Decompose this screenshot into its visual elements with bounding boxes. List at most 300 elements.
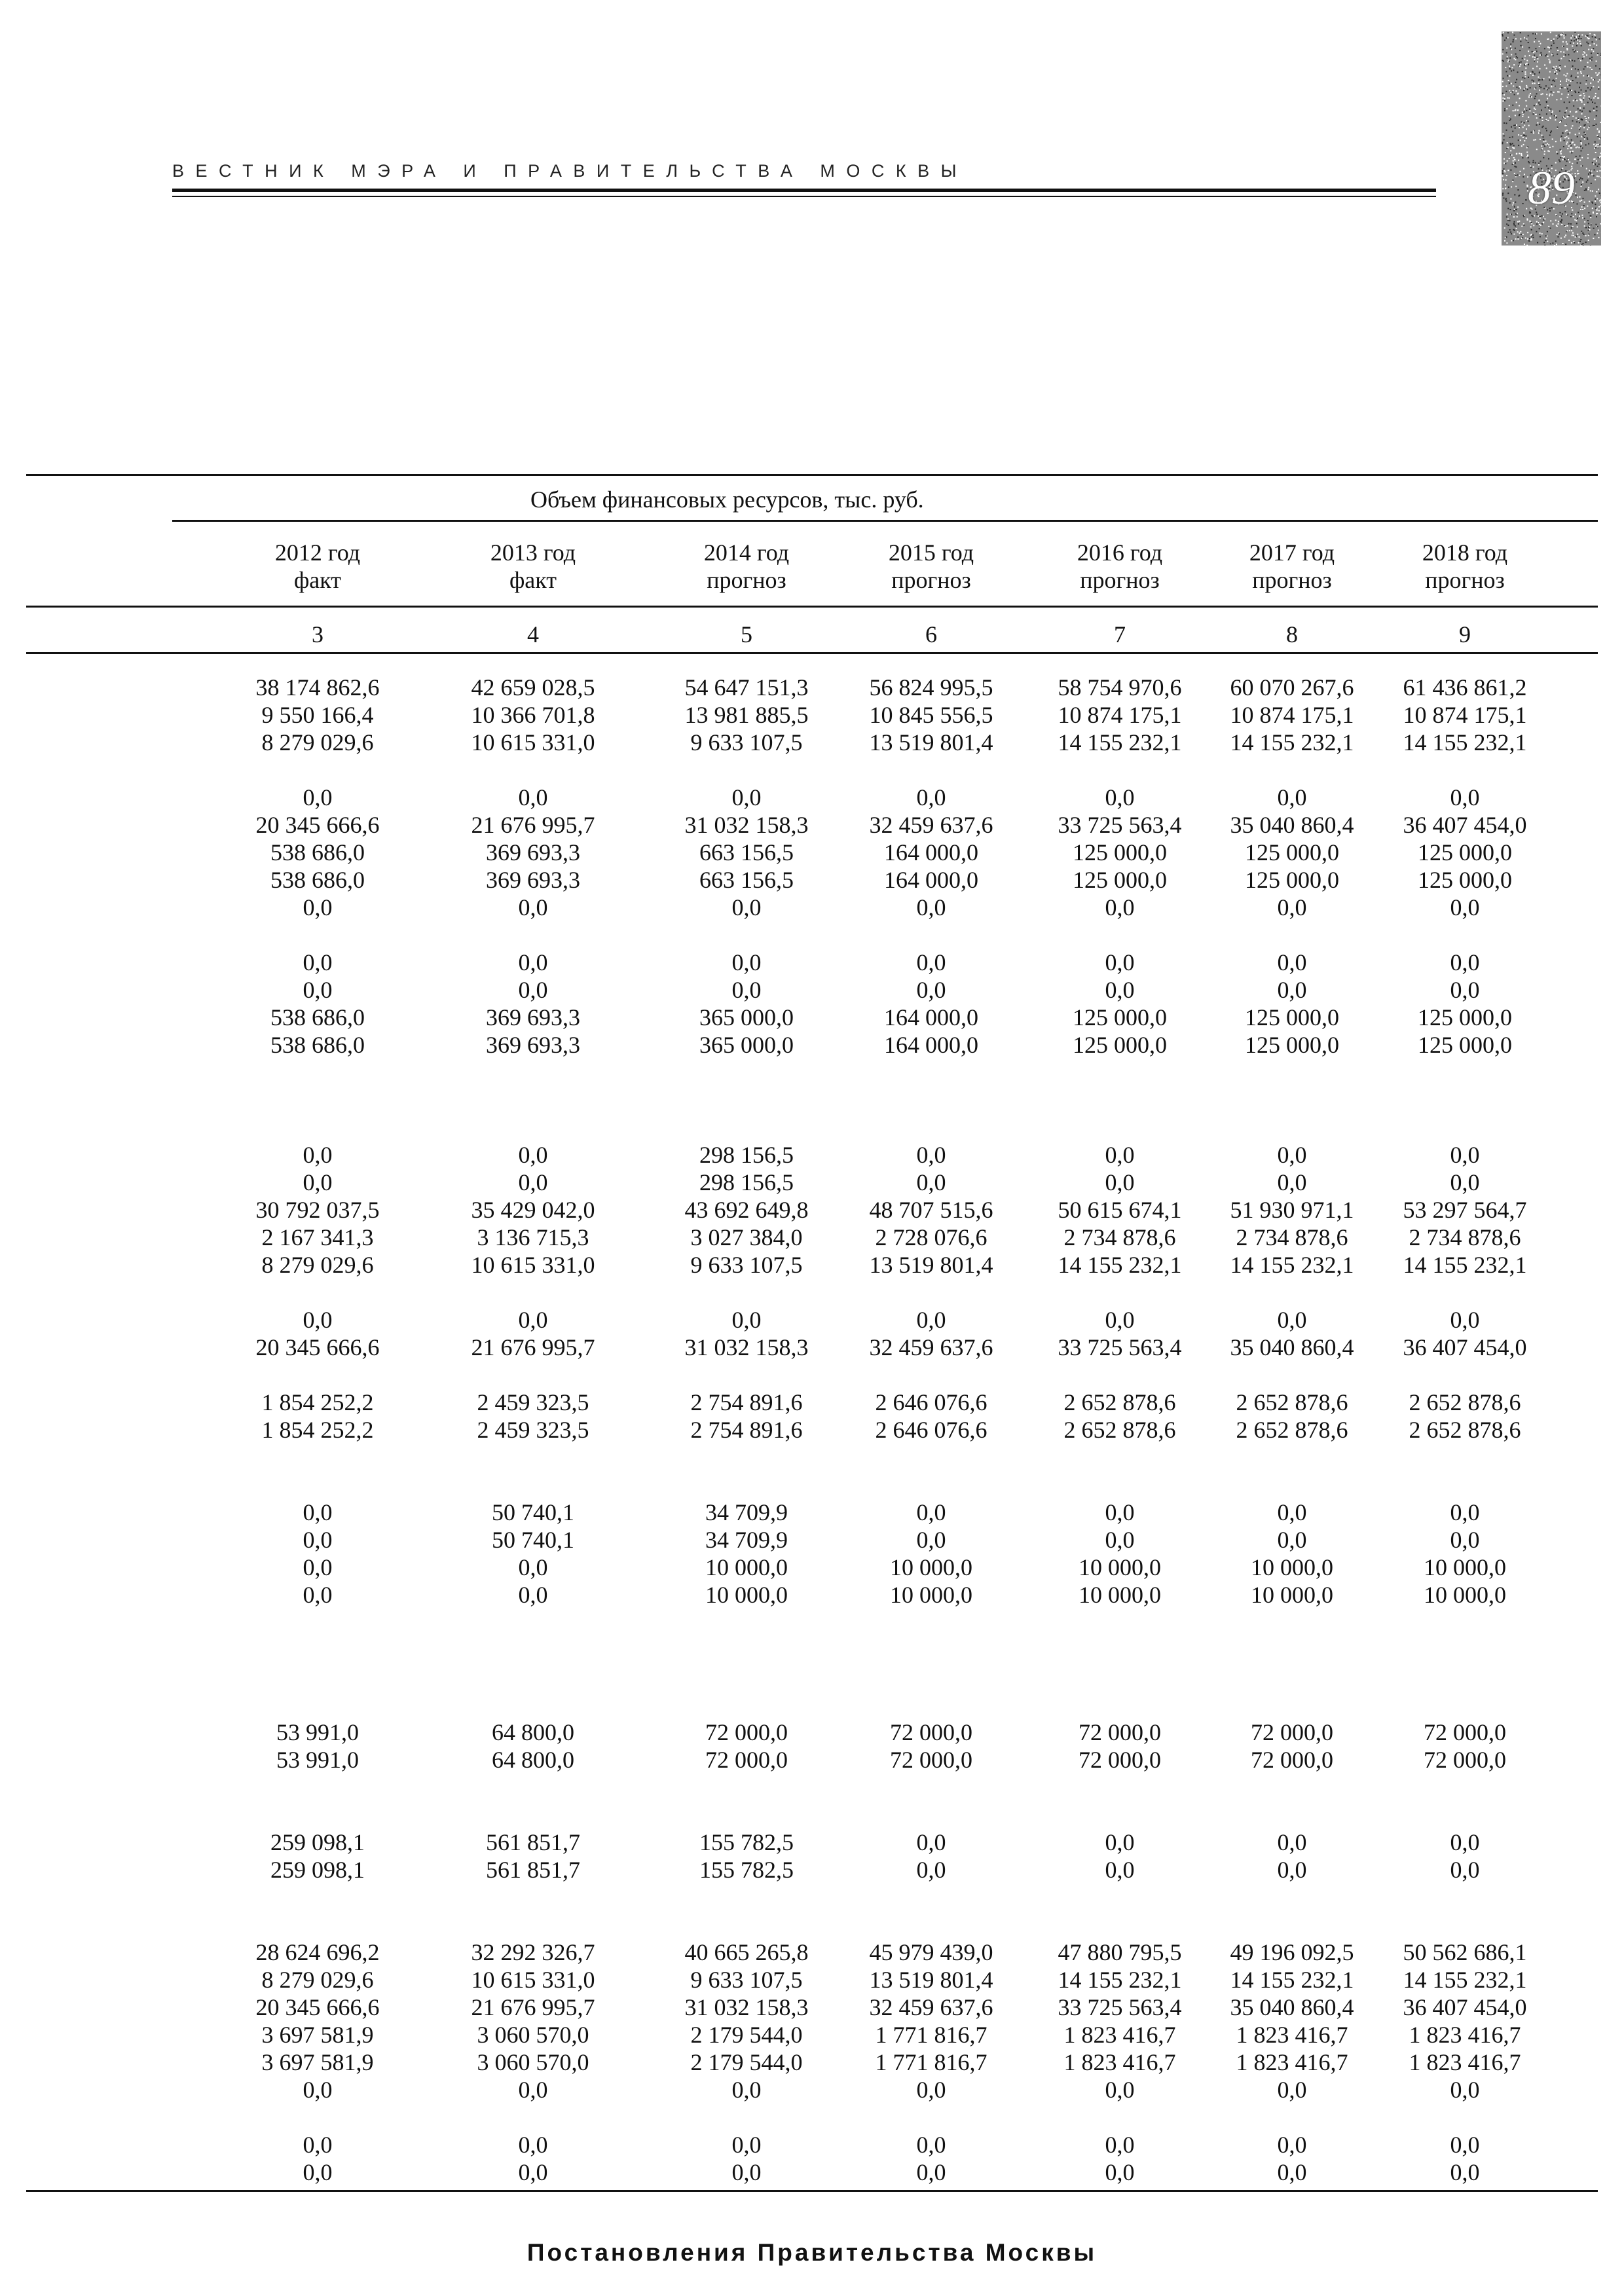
row-gap bbox=[648, 1361, 845, 1389]
table-cell: 1 771 816,7 bbox=[875, 2022, 987, 2048]
row-gap bbox=[1022, 1114, 1218, 1141]
table-cell: 72 000,0 bbox=[1251, 1747, 1333, 1773]
row-gap bbox=[219, 921, 416, 949]
table-cell: 125 000,0 bbox=[1418, 1032, 1512, 1058]
table-cell: 50 740,1 bbox=[492, 1527, 574, 1553]
table-cell: 0,0 bbox=[518, 2077, 548, 2103]
table-cell: 0,0 bbox=[1105, 1169, 1135, 1195]
row-gap bbox=[1367, 1691, 1563, 1719]
row-gap bbox=[1022, 921, 1218, 949]
table-cell: 0,0 bbox=[518, 1142, 548, 1168]
table-cell: 10 000,0 bbox=[1251, 1554, 1333, 1580]
row-gap bbox=[1367, 1086, 1563, 1114]
table-cell: 1 823 416,7 bbox=[1236, 2049, 1348, 2075]
table-cell: 0,0 bbox=[731, 977, 762, 1003]
table-cell: 369 693,3 bbox=[486, 839, 580, 866]
table-cell: 2 728 076,6 bbox=[875, 1224, 987, 1250]
row-gap bbox=[833, 1279, 1029, 1306]
table-cell: 45 979 439,0 bbox=[869, 1939, 993, 1965]
table-cell: 0,0 bbox=[916, 1169, 946, 1195]
header-rule-thin bbox=[172, 196, 1436, 197]
table-cell: 0,0 bbox=[518, 784, 548, 811]
data-column-2012 bbox=[219, 674, 416, 2186]
table-cell: 0,0 bbox=[1277, 2077, 1307, 2103]
table-cell: 0,0 bbox=[303, 977, 333, 1003]
row-gap bbox=[1194, 1801, 1390, 1829]
table-cell: 125 000,0 bbox=[1073, 1004, 1167, 1030]
row-gap bbox=[1367, 756, 1563, 784]
row-gap bbox=[648, 1114, 845, 1141]
row-gap bbox=[435, 1471, 631, 1499]
table-cell: 50 562 686,1 bbox=[1403, 1939, 1527, 1965]
table-cell: 0,0 bbox=[303, 1554, 333, 1580]
table-cell: 72 000,0 bbox=[1424, 1719, 1506, 1745]
row-gap bbox=[648, 1774, 845, 1801]
data-column-2017 bbox=[1194, 674, 1390, 2186]
table-cell: 0,0 bbox=[916, 2159, 946, 2185]
row-gap bbox=[219, 1279, 416, 1306]
table-cell: 125 000,0 bbox=[1418, 839, 1512, 866]
table-cell: 0,0 bbox=[731, 2159, 762, 2185]
table-cell: 2 652 878,6 bbox=[1063, 1417, 1176, 1443]
table-cell: 2 179 544,0 bbox=[690, 2022, 803, 2048]
table-cell: 53 297 564,7 bbox=[1403, 1197, 1527, 1223]
table-cell: 365 000,0 bbox=[699, 1004, 794, 1030]
row-gap bbox=[1022, 1801, 1218, 1829]
table-cell: 0,0 bbox=[1105, 1499, 1135, 1525]
table-cell: 10 000,0 bbox=[1424, 1554, 1506, 1580]
row-gap bbox=[219, 756, 416, 784]
table-cell: 0,0 bbox=[1450, 1499, 1480, 1525]
row-gap bbox=[1367, 1361, 1563, 1389]
row-gap bbox=[1367, 1774, 1563, 1801]
data-column-2018 bbox=[1367, 674, 1563, 2186]
table-cell: 36 407 454,0 bbox=[1403, 1994, 1527, 2020]
table-cell: 0,0 bbox=[1450, 977, 1480, 1003]
column-header-2013: 2013 год факт bbox=[490, 539, 576, 593]
table-cell: 14 155 232,1 bbox=[1230, 729, 1354, 756]
row-gap bbox=[833, 1059, 1029, 1086]
row-gap bbox=[435, 1114, 631, 1141]
column-header-2014: 2014 год прогноз bbox=[703, 539, 790, 593]
row-gap bbox=[435, 1636, 631, 1664]
table-cell: 0,0 bbox=[731, 949, 762, 975]
table-cell: 2 734 878,6 bbox=[1409, 1224, 1521, 1250]
table-cell: 0,0 bbox=[303, 1142, 333, 1168]
table-cell: 1 771 816,7 bbox=[875, 2049, 987, 2075]
table-cell: 72 000,0 bbox=[890, 1747, 972, 1773]
row-gap bbox=[435, 1664, 631, 1691]
table-cell: 0,0 bbox=[916, 784, 946, 811]
row-gap bbox=[1367, 1444, 1563, 1471]
table-cell: 0,0 bbox=[518, 2159, 548, 2185]
table-cell: 3 027 384,0 bbox=[690, 1224, 803, 1250]
journal-title: ВЕСТНИК МЭРА И ПРАВИТЕЛЬСТВА МОСКВЫ bbox=[172, 161, 968, 181]
table-cell: 47 880 795,5 bbox=[1058, 1939, 1182, 1965]
table-cell: 2 652 878,6 bbox=[1063, 1389, 1176, 1415]
table-cell: 164 000,0 bbox=[884, 1004, 978, 1030]
table-cell: 0,0 bbox=[518, 894, 548, 920]
table-cell: 21 676 995,7 bbox=[471, 1994, 595, 2020]
row-gap bbox=[1367, 1801, 1563, 1829]
table-cell: 125 000,0 bbox=[1418, 867, 1512, 893]
row-gap bbox=[648, 2104, 845, 2131]
row-gap bbox=[1194, 2104, 1390, 2131]
table-cell: 56 824 995,5 bbox=[869, 674, 993, 701]
table-cell: 40 665 265,8 bbox=[684, 1939, 809, 1965]
table-cell: 10 000,0 bbox=[1079, 1554, 1161, 1580]
table-cell: 0,0 bbox=[303, 2132, 333, 2158]
row-gap bbox=[435, 1444, 631, 1471]
table-cell: 9 633 107,5 bbox=[690, 729, 803, 756]
row-gap bbox=[1194, 1279, 1390, 1306]
table-cell: 1 823 416,7 bbox=[1236, 2022, 1348, 2048]
table-cell: 72 000,0 bbox=[1079, 1719, 1161, 1745]
table-cell: 0,0 bbox=[1450, 949, 1480, 975]
row-gap bbox=[219, 1471, 416, 1499]
row-gap bbox=[648, 1884, 845, 1911]
table-cell: 561 851,7 bbox=[486, 1829, 580, 1855]
table-cell: 0,0 bbox=[1277, 949, 1307, 975]
row-gap bbox=[219, 1911, 416, 1939]
row-gap bbox=[1367, 1911, 1563, 1939]
table-cell: 0,0 bbox=[303, 949, 333, 975]
table-cell: 2 652 878,6 bbox=[1236, 1417, 1348, 1443]
table-cell: 34 709,9 bbox=[705, 1499, 788, 1525]
row-gap bbox=[648, 1911, 845, 1939]
table-cell: 538 686,0 bbox=[270, 839, 365, 866]
table-cell: 72 000,0 bbox=[1079, 1747, 1161, 1773]
table-cell: 54 647 151,3 bbox=[684, 674, 809, 701]
data-column-2016 bbox=[1022, 674, 1218, 2186]
table-cell: 2 754 891,6 bbox=[690, 1389, 803, 1415]
table-cell: 0,0 bbox=[1105, 894, 1135, 920]
row-gap bbox=[219, 1884, 416, 1911]
table-cell: 61 436 861,2 bbox=[1403, 674, 1527, 701]
table-cell: 14 155 232,1 bbox=[1403, 1252, 1527, 1278]
row-gap bbox=[833, 1609, 1029, 1636]
row-gap bbox=[1022, 1471, 1218, 1499]
table-cell: 259 098,1 bbox=[270, 1829, 365, 1855]
table-cell: 3 697 581,9 bbox=[261, 2022, 374, 2048]
row-gap bbox=[435, 1361, 631, 1389]
table-cell: 2 734 878,6 bbox=[1236, 1224, 1348, 1250]
table-cell: 0,0 bbox=[1450, 1169, 1480, 1195]
column-header-2012: 2012 год факт bbox=[274, 539, 361, 593]
row-gap bbox=[1022, 2104, 1218, 2131]
table-cell: 2 167 341,3 bbox=[261, 1224, 374, 1250]
row-gap bbox=[833, 1086, 1029, 1114]
column-header-2018: 2018 год прогноз bbox=[1422, 539, 1508, 593]
table-cell: 13 519 801,4 bbox=[869, 729, 993, 756]
table-cell: 0,0 bbox=[1450, 1527, 1480, 1553]
table-cell: 3 060 570,0 bbox=[477, 2049, 589, 2075]
row-gap bbox=[1194, 1444, 1390, 1471]
table-cell: 369 693,3 bbox=[486, 1004, 580, 1030]
row-gap bbox=[1194, 1636, 1390, 1664]
table-cell: 35 040 860,4 bbox=[1230, 1334, 1354, 1360]
row-gap bbox=[435, 1609, 631, 1636]
table-cell: 31 032 158,3 bbox=[684, 1334, 809, 1360]
table-cell: 42 659 028,5 bbox=[471, 674, 595, 701]
column-header-2017: 2017 год прогноз bbox=[1249, 539, 1335, 593]
table-cell: 48 707 515,6 bbox=[869, 1197, 993, 1223]
table-cell: 50 615 674,1 bbox=[1058, 1197, 1182, 1223]
table-cell: 36 407 454,0 bbox=[1403, 1334, 1527, 1360]
table-cell: 30 792 037,5 bbox=[255, 1197, 380, 1223]
table-cell: 20 345 666,6 bbox=[255, 812, 380, 838]
table-cell: 10 615 331,0 bbox=[471, 1252, 595, 1278]
table-cell: 53 991,0 bbox=[276, 1747, 359, 1773]
table-cell: 10 000,0 bbox=[890, 1554, 972, 1580]
table-cell: 3 060 570,0 bbox=[477, 2022, 589, 2048]
table-cell: 0,0 bbox=[1277, 784, 1307, 811]
row-gap bbox=[1367, 1471, 1563, 1499]
table-cell: 125 000,0 bbox=[1418, 1004, 1512, 1030]
table-cell: 2 646 076,6 bbox=[875, 1417, 987, 1443]
table-cell: 0,0 bbox=[1450, 894, 1480, 920]
table-cell: 35 429 042,0 bbox=[471, 1197, 595, 1223]
row-gap bbox=[219, 1636, 416, 1664]
table-cell: 0,0 bbox=[731, 1307, 762, 1333]
table-cell: 0,0 bbox=[731, 784, 762, 811]
table-cell: 2 652 878,6 bbox=[1409, 1417, 1521, 1443]
table-cell: 2 646 076,6 bbox=[875, 1389, 987, 1415]
table-cell: 125 000,0 bbox=[1245, 839, 1339, 866]
table-cell: 13 519 801,4 bbox=[869, 1252, 993, 1278]
column-number-rule bbox=[26, 652, 1598, 654]
table-cell: 10 874 175,1 bbox=[1230, 702, 1354, 728]
row-gap bbox=[435, 1691, 631, 1719]
table-cell: 0,0 bbox=[518, 2132, 548, 2158]
row-gap bbox=[1194, 1911, 1390, 1939]
table-cell: 125 000,0 bbox=[1073, 1032, 1167, 1058]
row-gap bbox=[1194, 756, 1390, 784]
table-cell: 0,0 bbox=[916, 2132, 946, 2158]
table-cell: 0,0 bbox=[303, 1527, 333, 1553]
row-gap bbox=[1022, 1636, 1218, 1664]
table-cell: 0,0 bbox=[1450, 2077, 1480, 2103]
table-cell: 10 366 701,8 bbox=[471, 702, 595, 728]
table-cell: 0,0 bbox=[1105, 1829, 1135, 1855]
row-gap bbox=[219, 2104, 416, 2131]
row-gap bbox=[833, 1884, 1029, 1911]
row-gap bbox=[648, 1664, 845, 1691]
table-cell: 298 156,5 bbox=[699, 1142, 794, 1168]
table-cell: 0,0 bbox=[1105, 977, 1135, 1003]
row-gap bbox=[833, 1636, 1029, 1664]
table-cell: 51 930 971,1 bbox=[1230, 1197, 1354, 1223]
row-gap bbox=[219, 1774, 416, 1801]
table-cell: 0,0 bbox=[518, 949, 548, 975]
row-gap bbox=[1194, 1361, 1390, 1389]
table-cell: 14 155 232,1 bbox=[1230, 1252, 1354, 1278]
table-cell: 36 407 454,0 bbox=[1403, 812, 1527, 838]
table-cell: 1 854 252,2 bbox=[261, 1389, 374, 1415]
row-gap bbox=[648, 1691, 845, 1719]
table-cell: 8 279 029,6 bbox=[261, 729, 374, 756]
table-cell: 20 345 666,6 bbox=[255, 1994, 380, 2020]
table-cell: 0,0 bbox=[303, 784, 333, 811]
row-gap bbox=[1194, 1691, 1390, 1719]
table-cell: 20 345 666,6 bbox=[255, 1334, 380, 1360]
table-cell: 1 854 252,2 bbox=[261, 1417, 374, 1443]
table-cell: 298 156,5 bbox=[699, 1169, 794, 1195]
table-cell: 2 459 323,5 bbox=[477, 1389, 589, 1415]
row-gap bbox=[833, 2104, 1029, 2131]
row-gap bbox=[833, 1774, 1029, 1801]
column-number: 3 bbox=[312, 621, 323, 647]
row-gap bbox=[648, 1471, 845, 1499]
row-gap bbox=[1022, 1911, 1218, 1939]
data-column-2013 bbox=[435, 674, 631, 2186]
table-cell: 3 136 715,3 bbox=[477, 1224, 589, 1250]
table-cell: 0,0 bbox=[303, 1307, 333, 1333]
row-gap bbox=[1367, 1114, 1563, 1141]
table-cell: 0,0 bbox=[916, 1527, 946, 1553]
page-number-badge bbox=[1502, 31, 1601, 246]
table-cell: 0,0 bbox=[1105, 2077, 1135, 2103]
table-cell: 155 782,5 bbox=[699, 1829, 794, 1855]
table-cell: 0,0 bbox=[1450, 2132, 1480, 2158]
row-gap bbox=[648, 921, 845, 949]
row-gap bbox=[833, 1444, 1029, 1471]
table-cell: 0,0 bbox=[916, 1829, 946, 1855]
table-cell: 31 032 158,3 bbox=[684, 812, 809, 838]
table-cell: 125 000,0 bbox=[1073, 839, 1167, 866]
table-cell: 13 981 885,5 bbox=[684, 702, 809, 728]
row-gap bbox=[219, 1086, 416, 1114]
row-gap bbox=[1022, 1086, 1218, 1114]
table-cell: 0,0 bbox=[916, 1307, 946, 1333]
table-cell: 14 155 232,1 bbox=[1230, 1967, 1354, 1993]
table-cell: 0,0 bbox=[303, 1582, 333, 1608]
row-gap bbox=[648, 1444, 845, 1471]
column-header-2016: 2016 год прогноз bbox=[1077, 539, 1163, 593]
table-cell: 64 800,0 bbox=[492, 1719, 574, 1745]
table-bottom-rule bbox=[26, 2190, 1598, 2192]
table-cell: 125 000,0 bbox=[1073, 867, 1167, 893]
table-cell: 0,0 bbox=[1105, 2132, 1135, 2158]
row-gap bbox=[1022, 1609, 1218, 1636]
column-header-2015: 2015 год прогноз bbox=[888, 539, 974, 593]
table-cell: 32 459 637,6 bbox=[869, 1994, 993, 2020]
table-cell: 0,0 bbox=[1105, 1142, 1135, 1168]
row-gap bbox=[1022, 1884, 1218, 1911]
row-gap bbox=[1194, 1774, 1390, 1801]
table-cell: 538 686,0 bbox=[270, 1032, 365, 1058]
table-cell: 72 000,0 bbox=[1424, 1747, 1506, 1773]
table-cell: 0,0 bbox=[916, 2077, 946, 2103]
row-gap bbox=[648, 1636, 845, 1664]
table-cell: 8 279 029,6 bbox=[261, 1252, 374, 1278]
column-header-rule bbox=[26, 606, 1598, 608]
table-cell: 10 000,0 bbox=[890, 1582, 972, 1608]
table-cell: 28 624 696,2 bbox=[255, 1939, 380, 1965]
table-cell: 9 633 107,5 bbox=[690, 1252, 803, 1278]
table-cell: 0,0 bbox=[1105, 1527, 1135, 1553]
table-cell: 0,0 bbox=[731, 2132, 762, 2158]
row-gap bbox=[219, 1059, 416, 1086]
row-gap bbox=[219, 1114, 416, 1141]
row-gap bbox=[1194, 1664, 1390, 1691]
row-gap bbox=[648, 1086, 845, 1114]
row-gap bbox=[435, 1884, 631, 1911]
row-gap bbox=[1194, 1471, 1390, 1499]
row-gap bbox=[1367, 1664, 1563, 1691]
table-cell: 0,0 bbox=[518, 977, 548, 1003]
column-number: 7 bbox=[1114, 621, 1126, 647]
table-cell: 9 633 107,5 bbox=[690, 1967, 803, 1993]
row-gap bbox=[1022, 1691, 1218, 1719]
table-cell: 0,0 bbox=[1105, 949, 1135, 975]
table-cell: 0,0 bbox=[1105, 2159, 1135, 2185]
table-cell: 0,0 bbox=[1277, 2132, 1307, 2158]
table-cell: 1 823 416,7 bbox=[1063, 2022, 1176, 2048]
table-cell: 43 692 649,8 bbox=[684, 1197, 809, 1223]
table-cell: 3 697 581,9 bbox=[261, 2049, 374, 2075]
table-cell: 10 000,0 bbox=[705, 1582, 788, 1608]
table-cell: 0,0 bbox=[1450, 2159, 1480, 2185]
table-cell: 72 000,0 bbox=[1251, 1719, 1333, 1745]
row-gap bbox=[1022, 1664, 1218, 1691]
table-group-header: Объем финансовых ресурсов, тыс. руб. bbox=[530, 486, 924, 513]
table-cell: 0,0 bbox=[1277, 1307, 1307, 1333]
row-gap bbox=[1022, 1279, 1218, 1306]
group-header-rule bbox=[172, 520, 1598, 522]
row-gap bbox=[435, 1911, 631, 1939]
table-cell: 1 823 416,7 bbox=[1063, 2049, 1176, 2075]
table-cell: 0,0 bbox=[1277, 1142, 1307, 1168]
table-cell: 125 000,0 bbox=[1245, 1032, 1339, 1058]
table-cell: 50 740,1 bbox=[492, 1499, 574, 1525]
table-cell: 663 156,5 bbox=[699, 867, 794, 893]
row-gap bbox=[648, 756, 845, 784]
table-cell: 35 040 860,4 bbox=[1230, 812, 1354, 838]
table-cell: 0,0 bbox=[303, 894, 333, 920]
table-cell: 0,0 bbox=[731, 894, 762, 920]
table-cell: 0,0 bbox=[1105, 784, 1135, 811]
table-cell: 164 000,0 bbox=[884, 867, 978, 893]
table-cell: 33 725 563,4 bbox=[1058, 1334, 1182, 1360]
table-cell: 0,0 bbox=[303, 2159, 333, 2185]
table-cell: 561 851,7 bbox=[486, 1857, 580, 1883]
table-cell: 0,0 bbox=[1450, 784, 1480, 811]
table-cell: 8 279 029,6 bbox=[261, 1967, 374, 1993]
column-number: 9 bbox=[1459, 621, 1471, 647]
table-cell: 38 174 862,6 bbox=[255, 674, 380, 701]
row-gap bbox=[1367, 921, 1563, 949]
row-gap bbox=[435, 1059, 631, 1086]
row-gap bbox=[1022, 1361, 1218, 1389]
row-gap bbox=[219, 1361, 416, 1389]
row-gap bbox=[1194, 1114, 1390, 1141]
row-gap bbox=[833, 1114, 1029, 1141]
table-cell: 0,0 bbox=[1277, 1829, 1307, 1855]
table-cell: 9 550 166,4 bbox=[261, 702, 374, 728]
row-gap bbox=[1367, 1884, 1563, 1911]
table-cell: 34 709,9 bbox=[705, 1527, 788, 1553]
row-gap bbox=[648, 1609, 845, 1636]
table-cell: 0,0 bbox=[303, 1499, 333, 1525]
table-cell: 10 874 175,1 bbox=[1058, 702, 1182, 728]
table-cell: 0,0 bbox=[1277, 1169, 1307, 1195]
row-gap bbox=[219, 1609, 416, 1636]
table-cell: 0,0 bbox=[1277, 894, 1307, 920]
page-number: 89 bbox=[1528, 162, 1575, 214]
column-number: 8 bbox=[1286, 621, 1298, 647]
table-cell: 60 070 267,6 bbox=[1230, 674, 1354, 701]
